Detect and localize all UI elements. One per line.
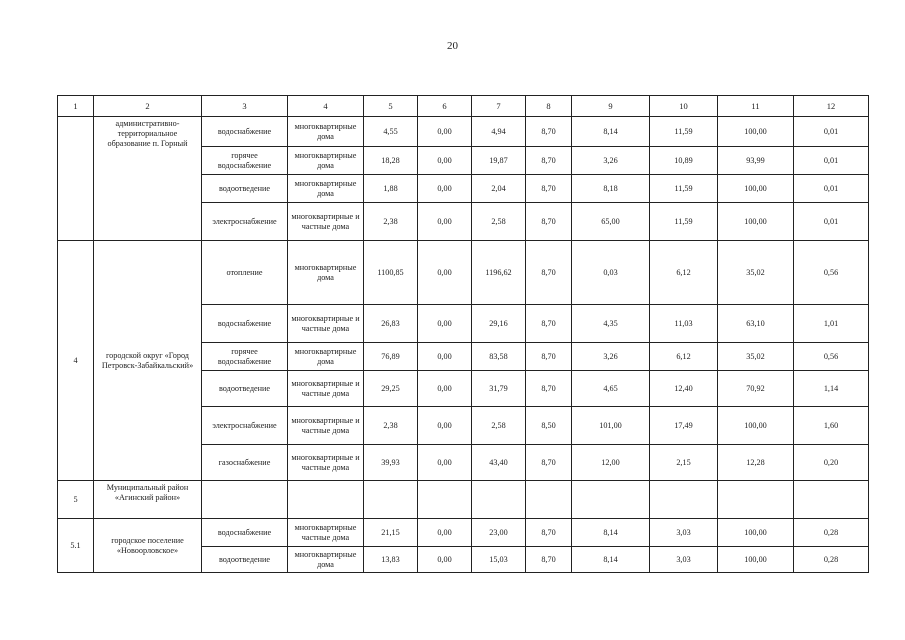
header-cell: 9 [572,96,650,117]
value-cell: 2,38 [364,203,418,241]
header-cell: 3 [202,96,288,117]
value-cell: 4,55 [364,117,418,147]
value-cell: 8,70 [526,445,572,481]
value-cell: 0,00 [418,343,472,371]
value-cell: 8,70 [526,175,572,203]
housing-type-cell: многоквартирные дома [288,175,364,203]
value-cell: 0,00 [418,241,472,305]
value-cell [364,481,418,519]
value-cell: 8,70 [526,147,572,175]
housing-type-cell: многоквартирные дома [288,147,364,175]
header-cell: 4 [288,96,364,117]
table-row [58,117,869,147]
service-cell: водоснабжение [202,519,288,547]
table-row [58,519,869,547]
value-cell: 11,59 [650,175,718,203]
housing-type-cell: многоквартирные и частные дома [288,203,364,241]
value-cell: 8,70 [526,241,572,305]
value-cell: 0,00 [418,519,472,547]
value-cell: 0,00 [418,203,472,241]
header-row [58,96,869,117]
value-cell: 1,88 [364,175,418,203]
value-cell: 83,58 [472,343,526,371]
value-cell: 100,00 [718,203,794,241]
service-cell: отопление [202,241,288,305]
value-cell: 3,26 [572,147,650,175]
housing-type-cell: многоквартирные частные дома [288,519,364,547]
value-cell: 0,00 [418,445,472,481]
value-cell [650,481,718,519]
housing-type-cell: многоквартирные дома [288,117,364,147]
housing-type-cell: многоквартирные дома [288,241,364,305]
header-cell: 7 [472,96,526,117]
value-cell [794,481,869,519]
value-cell: 1100,85 [364,241,418,305]
value-cell: 0,01 [794,203,869,241]
service-cell: электроснабжение [202,407,288,445]
value-cell: 8,14 [572,547,650,573]
tariff-table [57,95,869,573]
page-number: 20 [447,40,458,52]
value-cell: 70,92 [718,371,794,407]
service-cell: водоснабжение [202,117,288,147]
value-cell [572,481,650,519]
housing-type-cell: многоквартирные дома [288,343,364,371]
value-cell: 29,25 [364,371,418,407]
service-cell [202,481,288,519]
value-cell: 2,15 [650,445,718,481]
service-cell: горячее водоснабжение [202,343,288,371]
value-cell: 0,00 [418,175,472,203]
value-cell: 3,26 [572,343,650,371]
value-cell: 0,28 [794,519,869,547]
value-cell: 0,56 [794,343,869,371]
value-cell: 17,49 [650,407,718,445]
value-cell: 2,58 [472,203,526,241]
value-cell: 0,01 [794,175,869,203]
value-cell: 100,00 [718,547,794,573]
group-number [58,117,94,241]
value-cell: 31,79 [472,371,526,407]
value-cell [418,481,472,519]
value-cell: 15,03 [472,547,526,573]
value-cell: 6,12 [650,343,718,371]
housing-type-cell: многоквартирные и частные дома [288,305,364,343]
value-cell: 100,00 [718,519,794,547]
value-cell: 35,02 [718,241,794,305]
value-cell: 101,00 [572,407,650,445]
value-cell: 18,28 [364,147,418,175]
value-cell: 65,00 [572,203,650,241]
value-cell: 0,00 [418,371,472,407]
value-cell: 0,03 [572,241,650,305]
value-cell: 19,87 [472,147,526,175]
header-cell: 8 [526,96,572,117]
value-cell: 1196,62 [472,241,526,305]
municipality-name: городской округ «Город Петровск-Забайкальский» [94,241,202,481]
value-cell: 0,56 [794,241,869,305]
header-cell: 5 [364,96,418,117]
table-row [58,481,869,519]
value-cell: 1,14 [794,371,869,407]
value-cell: 2,38 [364,407,418,445]
value-cell: 8,70 [526,343,572,371]
service-cell: горячее водоснабжение [202,147,288,175]
housing-type-cell: многоквартирные и частные дома [288,371,364,407]
value-cell: 1,01 [794,305,869,343]
value-cell [718,481,794,519]
value-cell: 100,00 [718,407,794,445]
value-cell: 10,89 [650,147,718,175]
value-cell: 2,58 [472,407,526,445]
value-cell: 21,15 [364,519,418,547]
value-cell: 0,00 [418,147,472,175]
housing-type-cell [288,481,364,519]
value-cell: 12,40 [650,371,718,407]
value-cell: 8,70 [526,547,572,573]
group-number: 5 [58,481,94,519]
value-cell: 4,94 [472,117,526,147]
value-cell: 29,16 [472,305,526,343]
group-number: 4 [58,241,94,481]
header-cell: 11 [718,96,794,117]
value-cell: 76,89 [364,343,418,371]
value-cell: 0,01 [794,147,869,175]
housing-type-cell: многоквартирные и частные дома [288,407,364,445]
value-cell: 8,70 [526,117,572,147]
header-cell: 1 [58,96,94,117]
value-cell: 12,28 [718,445,794,481]
value-cell: 63,10 [718,305,794,343]
value-cell: 12,00 [572,445,650,481]
value-cell: 3,03 [650,519,718,547]
table-row [58,241,869,305]
value-cell: 100,00 [718,175,794,203]
value-cell: 1,60 [794,407,869,445]
table-body [58,96,869,573]
service-cell: газоснабжение [202,445,288,481]
value-cell: 8,50 [526,407,572,445]
value-cell: 6,12 [650,241,718,305]
service-cell: водоотведение [202,547,288,573]
value-cell: 8,70 [526,371,572,407]
value-cell [526,481,572,519]
value-cell: 0,00 [418,305,472,343]
value-cell: 4,65 [572,371,650,407]
value-cell: 35,02 [718,343,794,371]
value-cell: 100,00 [718,117,794,147]
header-cell: 10 [650,96,718,117]
value-cell: 11,59 [650,117,718,147]
header-cell: 2 [94,96,202,117]
value-cell: 4,35 [572,305,650,343]
value-cell: 2,04 [472,175,526,203]
service-cell: электроснабжение [202,203,288,241]
value-cell: 0,28 [794,547,869,573]
value-cell: 0,00 [418,117,472,147]
municipality-name: административно-территориальное образование п. Горный [94,117,202,241]
value-cell: 0,01 [794,117,869,147]
value-cell: 39,93 [364,445,418,481]
value-cell: 11,59 [650,203,718,241]
value-cell: 8,70 [526,203,572,241]
municipality-name: городское поселение «Новоорловское» [94,519,202,573]
header-cell: 6 [418,96,472,117]
value-cell: 8,18 [572,175,650,203]
value-cell: 0,00 [418,547,472,573]
value-cell: 26,83 [364,305,418,343]
value-cell: 8,14 [572,117,650,147]
housing-type-cell: многоквартирные и частные дома [288,445,364,481]
value-cell: 8,70 [526,305,572,343]
value-cell: 43,40 [472,445,526,481]
value-cell: 8,14 [572,519,650,547]
value-cell: 13,83 [364,547,418,573]
service-cell: водоотведение [202,371,288,407]
value-cell: 3,03 [650,547,718,573]
value-cell: 0,20 [794,445,869,481]
value-cell: 23,00 [472,519,526,547]
municipality-name: Муниципальный район «Агинский район» [94,481,202,519]
value-cell: 93,99 [718,147,794,175]
group-number: 5.1 [58,519,94,573]
service-cell: водоснабжение [202,305,288,343]
housing-type-cell: многоквартирные дома [288,547,364,573]
value-cell: 0,00 [418,407,472,445]
value-cell: 8,70 [526,519,572,547]
header-cell: 12 [794,96,869,117]
value-cell [472,481,526,519]
service-cell: водоотведение [202,175,288,203]
value-cell: 11,03 [650,305,718,343]
